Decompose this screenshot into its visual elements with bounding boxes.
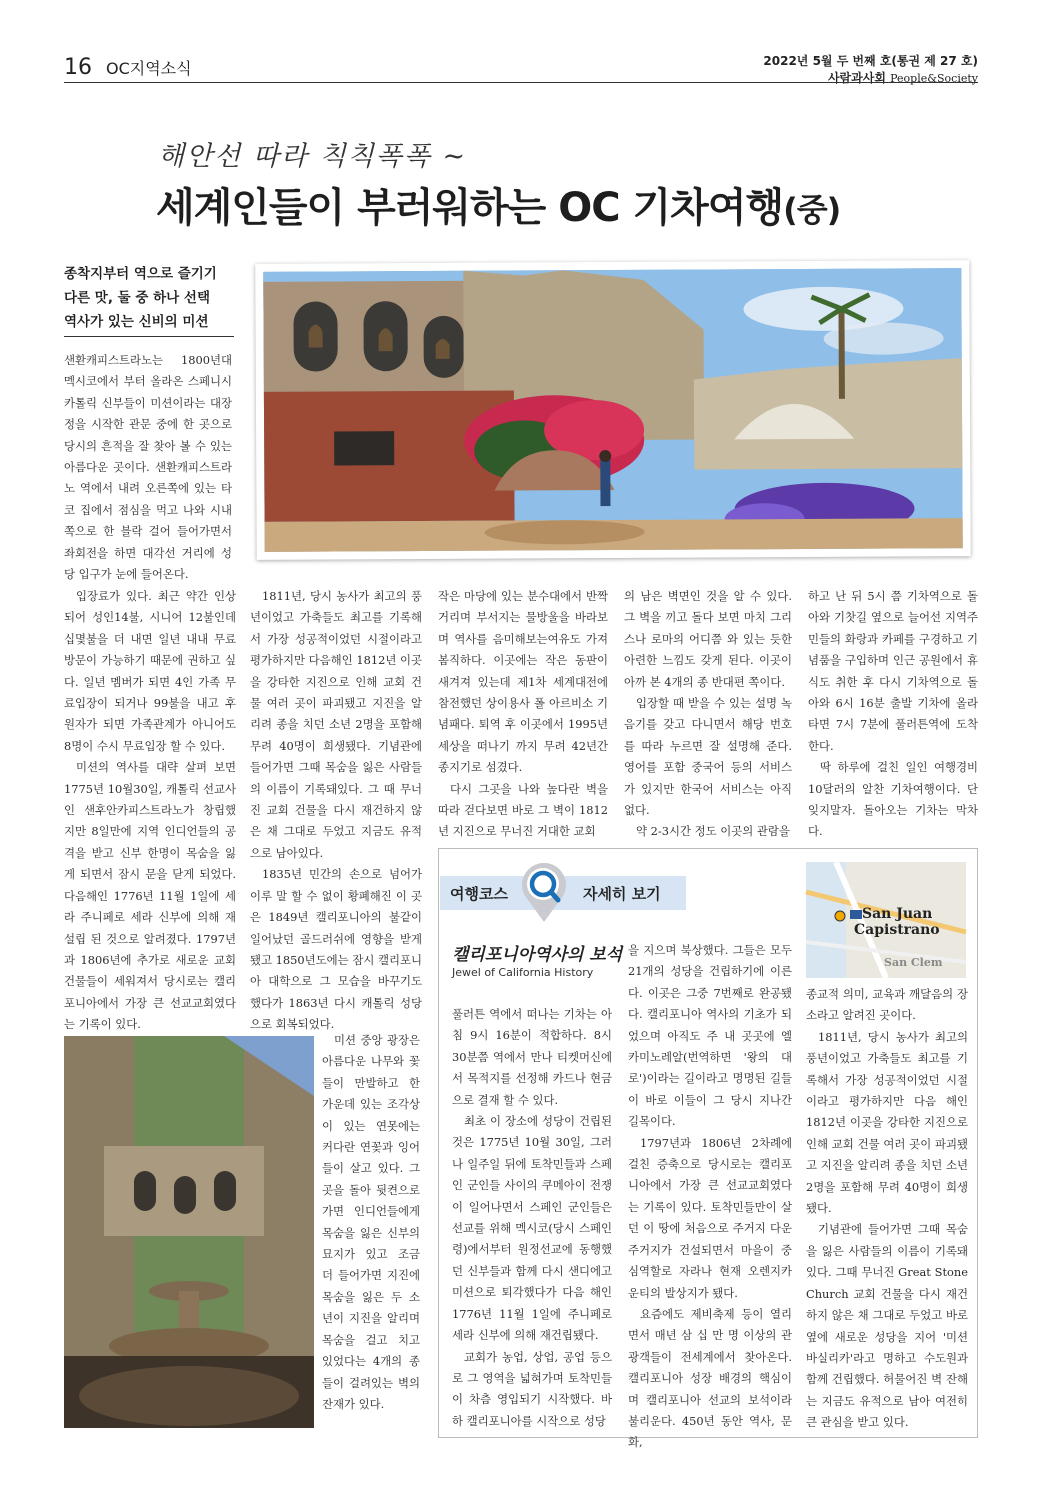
subhead-3: 역사가 있는 신비의 미션 <box>64 314 209 330</box>
box-title: 캘리포니아역사의 보석 <box>452 945 623 965</box>
fountain-courtyard-photo <box>64 1036 314 1428</box>
subhead-1: 종착지부터 역으로 즐기기 <box>64 266 217 282</box>
article-column-1 <box>64 586 236 1030</box>
page-header-left <box>64 55 192 80</box>
map-illustration <box>806 862 966 978</box>
publication-ko: 사람과사회 <box>827 71 886 85</box>
box-column-2 <box>628 940 792 1450</box>
paragraph: 1811년, 당시 농사가 최고의 풍년이었고 가축들도 최고를 기록해서 가장 성공적이었던 시절이라고 평가하지만 다음해인 1812년 이곳을 강타한 지진으로 인해 교회 건물 여러 곳이 파괴됐고 지진을 알리려 종을 치던 소년 2명을 포함해 무려 40명이 희생됐다. 기념관에 들어가면 그때 목숨을 잃은 사람들의 이름이 기록돼있다. 그 때 무너진 교회 건물을 다시 재건하지 않은 채 그대로 두었고 지금도 유적으로 남아있다. <box>250 589 422 860</box>
article-column-1-top <box>64 350 232 586</box>
article-column-2-lower <box>322 1030 420 1432</box>
headline-suffix: (중) <box>783 191 841 229</box>
paragraph: 샌환캐피스트라노는 1800년대 멕시코에서 부터 올라온 스페니시 카톨릭 신부들이 미션이라는 대장정을 시작한 관문 중에 한 곳으로 당시의 흔적을 잘 찾아 볼 수 있는 아름다운 곳이다. 샌환캐피스트라노 역에서 내려 오른쪽에 있는 타코 집에서 점심을 먹고 나와 시내쪽으로 한 블락 걸어 들어가면서 좌회전을 하면 대각선 거리에 성당 입구가 눈에 들어온다. <box>64 353 232 582</box>
paragraph: 입장할 때 받을 수 있는 설명 녹음기를 갖고 다니면서 해당 번호를 따라 누르면 잘 설명해 준다. 영어를 포함 중국어 등의 서비스가 있지만 한국어 서비스는 아직 없다. <box>624 696 792 818</box>
paragraph: 하고 난 뒤 5시 쯤 기차역으로 돌아와 기찻길 옆으로 늘어선 지역주민들의 화랑과 카페를 구경하고 기념품을 구입하며 인근 공원에서 휴식도 취한 후 다시 기차역으로 돌아와 6시 16분 출발 기차에 올라타면 7시 7분에 풀러튼역에 도착한다. <box>808 589 978 753</box>
paragraph: 미션의 역사를 대략 살펴 보면 1775년 10월30일, 캐톨릭 선교사인 샌후안카피스트라노가 창립했지만 8일만에 지역 인디언들의 공격을 받고 신부 한명이 목숨을 잃게 되면서 잠시 문을 닫게 되었다. 다음해인 1776년 11월 1일에 세라 주니페로 세라 신부에 의해 재설립 된 것으로 알려졌다. 1797년과 1806년에 추가로 새로운 교회 건물들이 세워져서 당시로는 캘리포니아에서 가장 큰 선교교회였다는 기록이 있다. <box>64 760 236 1032</box>
box-column-3 <box>806 984 968 1432</box>
article-column-3 <box>438 586 608 842</box>
paragraph: 교회가 농업, 상업, 공업 등으로 그 영역을 넓혀가며 토착민들이 차츰 영입되기 시작했다. 바하 캘리포니아를 시작으로 성당 <box>452 1349 612 1428</box>
map-label-3: San Clem <box>884 956 943 969</box>
paragraph: 약 2-3시간 정도 이곳의 관람을 <box>636 824 790 839</box>
paragraph: 작은 마당에 있는 분수대에서 반짝거리며 부서지는 물방울을 바라보며 역사를 음미해보는여유도 가져봄직하다. 이곳에는 작은 동판이 새겨져 있는데 제1차 세계대전에 참전했던 상이용사 폴 아르비소 기념패다. 퇴역 후 이곳에서 1995년 세상을 떠나기 까지 무려 42년간 종지기로 섬겼다. <box>438 589 608 775</box>
paragraph: 미션 중앙 광장은 아름다운 나무와 꽃들이 만발하고 한 가운데 있는 조각상이 있는 연못에는 커다란 연꽃과 잉어들이 살고 있다. 그곳을 돌아 뒷켠으로 가면 인디언들에게 목숨을 잃은 신부의 묘지가 있고 조금 더 들어가면 지진에 목숨을 잃은 두 소년이 지진을 알리며 목숨을 걸고 치고 있었다는 4개의 종들이 걸려있는 벽의 잔재가 있다. <box>322 1033 420 1411</box>
paragraph: 의 남은 벽면인 것을 알 수 있다. 그 벽을 끼고 돌다 보면 마치 그리스나 로마의 어디쯤 와 있는 듯한 아련한 느낌도 갖게 된다. 이곳이 아까 본 4개의 종 반대편 쪽이다. <box>624 589 792 689</box>
page-number: 16 <box>64 55 92 80</box>
subhead-2: 다른 맛, 둘 중 하나 선택 <box>64 290 210 306</box>
map-label-2: Capistrano <box>854 922 940 938</box>
article-column-2 <box>250 586 422 1030</box>
mission-ruins-photo <box>255 260 971 560</box>
article-column-4 <box>624 586 792 842</box>
article-headline <box>156 176 840 233</box>
paragraph: 기념관에 들어가면 그때 목숨을 잃은 사람들의 이름이 기록돼 있다. 그때 무너진 Great Stone Church 교회 건물을 다시 재건하지 않은 채 그대로 두었고 바로 옆에 새로운 성당을 지어 '미션 바실리카'라고 명하고 수도원과 함께 건립했다. 허물어진 벽 잔해는 지금도 유적으로 남아 여전히 큰 관심을 받고 있다. <box>806 1222 968 1430</box>
fountain-courtyard-illustration <box>64 1036 314 1428</box>
paragraph: 1811년, 당시 농사가 최고의 풍년이었고 가축들도 최고를 기록해서 가장 성공적이었던 시절이라고 평가하지만 다음 해인 1812년 이곳을 강타한 지진으로 인해 교회 건물 여러 곳이 파괴됐고 지진을 알리려 종을 치던 소년 2명을 포함해 무려 40명이 희생됐다. <box>806 1029 968 1216</box>
san-juan-capistrano-map <box>806 862 966 978</box>
headline-main: 세계인들이 부러워하는 OC 기차여행 <box>156 185 784 231</box>
paragraph: 입장료가 있다. 최근 약간 인상되어 성인14불, 시니어 12불인데 십몇불을 더 내면 일년 내내 무료 방문이 가능하기 때문에 권하고 싶다. 일년 멤버가 되면 4인 가족 무료입장이 되거나 99불을 내고 후원자가 되면 가족관계가 아니어도 8명이 수시 무료입장 할 수 있다. <box>64 589 236 753</box>
mission-ruins-image <box>263 268 962 552</box>
article-column-5 <box>808 586 978 842</box>
paragraph: 풀러튼 역에서 떠나는 기차는 아침 9시 16분이 적합하다. 8시 30분쯤 역에서 만나 티켓머신에서 목적지를 선정해 카드나 현금으로 결재 할 수 있다. <box>452 1007 612 1107</box>
publication-name <box>763 69 978 86</box>
paragraph: 종교적 의미, 교육과 깨달음의 장소라고 알려진 곳이다. <box>806 987 968 1023</box>
box-tab-label-right: 자세히 보기 <box>583 885 661 903</box>
magnifier-location-icon <box>518 860 570 924</box>
box-column-1 <box>452 1004 612 1432</box>
box-subtitle: Jewel of California History <box>452 966 594 979</box>
paragraph: 요즘에도 제비축제 등이 열리면서 매년 삼 십 만 명 이상의 관광객들이 전세계에서 찾아온다. 캘리포니아 성장 배경의 핵심이며 캘리포니아 선교의 보석이라 불리운다. 450년 동안 역사, 문화, <box>628 1306 792 1450</box>
box-tab-label-left: 여행코스 <box>450 885 508 903</box>
publication-en: People&Society <box>890 72 978 85</box>
mission-ruins-illustration <box>263 268 962 552</box>
subhead-rule <box>64 336 234 337</box>
paragraph: 1835년 민간의 손으로 넘어가 이루 말 할 수 없이 황폐해진 이 곳은 1849년 캘리포니아의 불같이 일어났던 골드러쉬에 영향을 받게 됐고 1850년도에는 잠시 캘리포니아 대학으로 그 모습을 바꾸기도 했다가 1863년 다시 캐톨릭 성당으로 회복되었다. <box>250 867 422 1032</box>
paragraph: 최초 이 장소에 성당이 건립된 것은 1775년 10월 30일, 그러나 일주일 뒤에 토착민들과 스페인 군인들 사이의 쿠메아이 전쟁이 일어나면서 스페인 군인들은 선교를 위해 멕시코(당시 스페인령)에서부터 원정선교에 동행했던 신부들과 함께 다시 샌디에고 미션으로 퇴각했다가 다음 해인 1776년 11월 1일에 주니페로 세라 신부에 의해 재건립됐다. <box>452 1114 612 1343</box>
section-name: OC지역소식 <box>106 59 192 78</box>
page-header-right <box>763 52 978 86</box>
article-subheads <box>64 262 234 334</box>
article-kicker: 해안선 따라 칙칙폭폭 ~ <box>158 141 468 172</box>
map-label-1: San Juan <box>862 906 933 922</box>
paragraph: 딱 하루에 걸친 일인 여행경비 10달러의 알찬 기차여행이다. 단 잊지말자. 돌아오는 기차는 막차다. <box>808 760 978 839</box>
issue-info: 2022년 5월 두 번째 호(통권 제 27 호) <box>763 54 978 68</box>
paragraph: 을 지으며 북상했다. 그들은 모두 21개의 성당을 건립하기에 이른다. 이곳은 그중 7번째로 완공됐다. 캘리포니아 역사의 기초가 되었으며 아직도 주 내 곳곳에 엘 카미노레알(번역하면 '왕의 대로')이라는 길이라고 명명된 길들이 바로 이들이 그 당시 지나간 길목이다. <box>628 943 792 1129</box>
paragraph: 다시 그곳을 나와 높다란 벽을 따라 걷다보면 바로 그 벽이 1812년 지진으로 무너진 거대한 교회 <box>438 781 608 839</box>
paragraph: 1797년과 1806년 2차례에 걸친 증축으로 당시로는 캘리포니아에서 가장 큰 선교교회였다는 기록이 있다. 토착민들만이 살던 이 땅에 처음으로 주거지 다운 주거지가 건설되면서 마을이 중심역할로 자라나 현재 오렌지카운티의 발상지가 됐다. <box>628 1135 792 1300</box>
header-rule <box>64 82 978 83</box>
